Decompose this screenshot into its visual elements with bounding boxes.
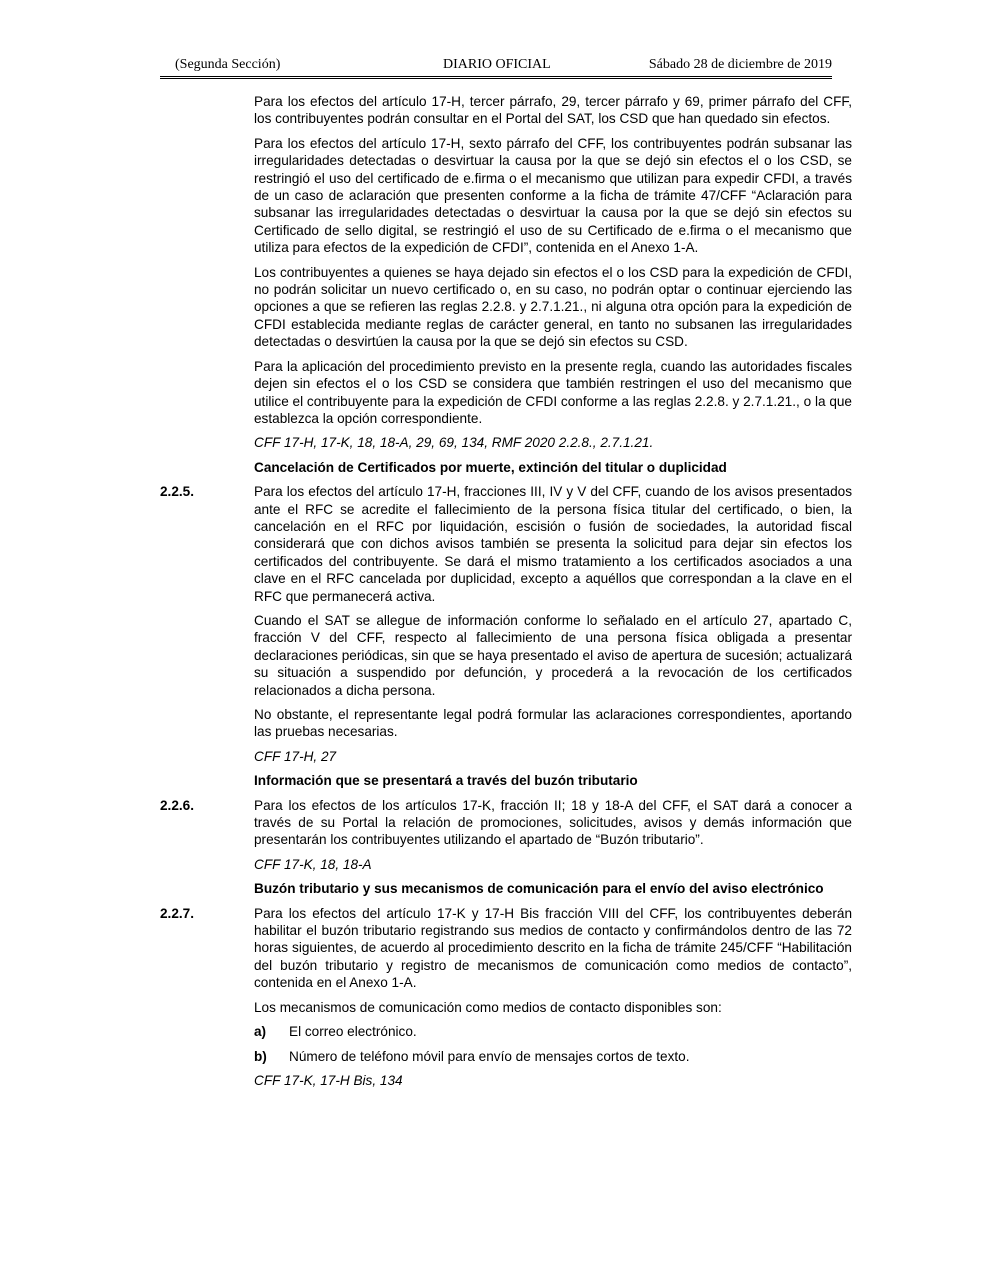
rule-227 (160, 905, 852, 992)
rule-227-first-paragraph: Para los efectos del artículo 17-K y 17-H Bis fracción VIII del CFF, los contribuyentes deberán habilitar el buzón tributario registrando sus medios de contacto y confirmándolos dentro de las 72 horas siguientes, de acuerdo al procedimiento descrito en la ficha de trámite 245/CFF “Habilitación del buzón tributario y registro de mecanismos de comunicación como medios de contacto”, contenida en el Anexo 1-A. (254, 905, 852, 991)
rule-225-number: 2.2.5. (160, 484, 195, 500)
list-item-letter: a) (254, 1024, 267, 1040)
rule-227-number: 2.2.7. (160, 905, 195, 921)
rule-225-paragraph-3: No obstante, el representante legal podrá formular las aclaraciones correspondientes, aportando las pruebas necesarias. (254, 707, 852, 740)
header-rule-top (160, 76, 832, 77)
rule-225-reference: CFF 17-H, 27 (254, 748, 337, 764)
list-item (254, 1048, 852, 1065)
list-item-text: El correo electrónico. (289, 1024, 417, 1040)
list-item-letter: b) (254, 1048, 267, 1064)
list-item-text: Número de teléfono móvil para envío de mensajes cortos de texto. (289, 1048, 690, 1064)
rule-226-first-paragraph: Para los efectos de los artículos 17-K, fracción II; 18 y 18-A del CFF, el SAT dará a conocer a través de su Portal la relación de promociones, solicitudes, avisos y demás información que presentarán los contribuyentes utilizando el apartado de “Buzón tributario”. (254, 797, 852, 848)
rule-225-title: Cancelación de Certificados por muerte, extinción del titular o duplicidad (254, 459, 727, 475)
rule-225-paragraph-2: Cuando el SAT se allegue de información conforme lo señalado en el artículo 27, apartado C, fracción V del CFF, respecto al fallecimiento de una persona física obligada a presentar declaraciones periódicas, sin que se haya presentado el aviso de apertura de sucesión; actualizará su situación a suspendido por defunción, y procederá a la revocación de los certificados relacionados a dicha persona. (254, 612, 852, 698)
header-publication: DIARIO OFICIAL (443, 57, 551, 72)
intro-paragraph-4: Para la aplicación del procedimiento previsto en la presente regla, cuando las autoridades fiscales dejen sin efectos el o los CSD se considera que también restringen el uso del mecanismo que utilice el contribuyente para la expedición de CFDI conforme a las reglas 2.2.8. y 2.7.1.21., o la que establezca la opción correspondiente. (254, 358, 852, 426)
rule-225 (160, 483, 852, 605)
rule-225-first-paragraph: Para los efectos del artículo 17-H, fracciones III, IV y V del CFF, cuando de los avisos presentados ante el RFC se acredite el fallecimiento de la persona física titular del certificado, o bien, la cancelación en el RFC por liquidación, escisión o fusión de sociedades, la autoridad fiscal considerará que con dichos avisos también se presenta la solicitud para dejar sin efectos los certificados del contribuyente. Se dará el mismo tratamiento a los certificados asociados a una clave en el RFC cancelada por duplicidad, excepto a aquéllos que correspondan a la clave en el RFC que permanecerá activa. (254, 484, 852, 604)
intro-paragraph-1: Para los efectos del artículo 17-H, tercer párrafo, 29, tercer párrafo y 69, primer párrafo del CFF, los contribuyentes podrán consultar en el Portal del SAT, los CSD que han quedado sin efectos. (254, 94, 852, 127)
intro-paragraph-2: Para los efectos del artículo 17-H, sexto párrafo del CFF, los contribuyentes podrán subsanar las irregularidades detectadas o desvirtuar la causa por la que se dejó sin efectos el o los CSD, se restringió el uso del certificado de e.firma o el mecanismo que utilizan para expedir CFDI, a través de un caso de aclaración que presenten conforme a la ficha de trámite 47/CFF “Aclaración para subsanar las irregularidades detectadas o desvirtuar la causa por la que se dejó sin efectos su Certificado de sello digital, se restringió el uso de su Certificado de e.firma o el mecanismo que utiliza para efectos de la expedición de CFDI”, contenida en el Anexo 1-A. (254, 135, 852, 256)
header-rule-bottom (160, 78, 832, 79)
page-header (160, 57, 832, 77)
intro-reference: CFF 17-H, 17-K, 18, 18-A, 29, 69, 134, RMF 2020 2.2.8., 2.7.1.21. (254, 435, 654, 451)
list-item (254, 1023, 852, 1040)
rule-226-reference: CFF 17-K, 18, 18-A (254, 856, 372, 872)
rule-227-title: Buzón tributario y sus mecanismos de comunicación para el envío del aviso electrónico (254, 881, 824, 897)
rule-227-reference: CFF 17-K, 17-H Bis, 134 (254, 1072, 403, 1088)
intro-paragraph-3: Los contribuyentes a quienes se haya dejado sin efectos el o los CSD para la expedición de CFDI, no podrán solicitar un nuevo certificado o, en su caso, no podrán optar o continuar ejerciendo las opciones a que se refieren las reglas 2.2.8. y 2.7.1.21., ni alguna otra opción para la expedición de CFDI establecida mediante reglas de carácter general, en tanto no subsanen las irregularidades detectadas o desvirtúen la causa por la que se dejó sin efectos su CSD. (254, 264, 852, 350)
rule-226-number: 2.2.6. (160, 797, 195, 813)
rule-226 (160, 797, 852, 849)
rule-226-title: Información que se presentará a través del buzón tributario (254, 773, 638, 789)
document-body (160, 93, 852, 1096)
rule-227-intro: Los mecanismos de comunicación como medios de contacto disponibles son: (254, 999, 722, 1015)
header-section: (Segunda Sección) (175, 57, 281, 72)
header-date: Sábado 28 de diciembre de 2019 (648, 57, 832, 72)
